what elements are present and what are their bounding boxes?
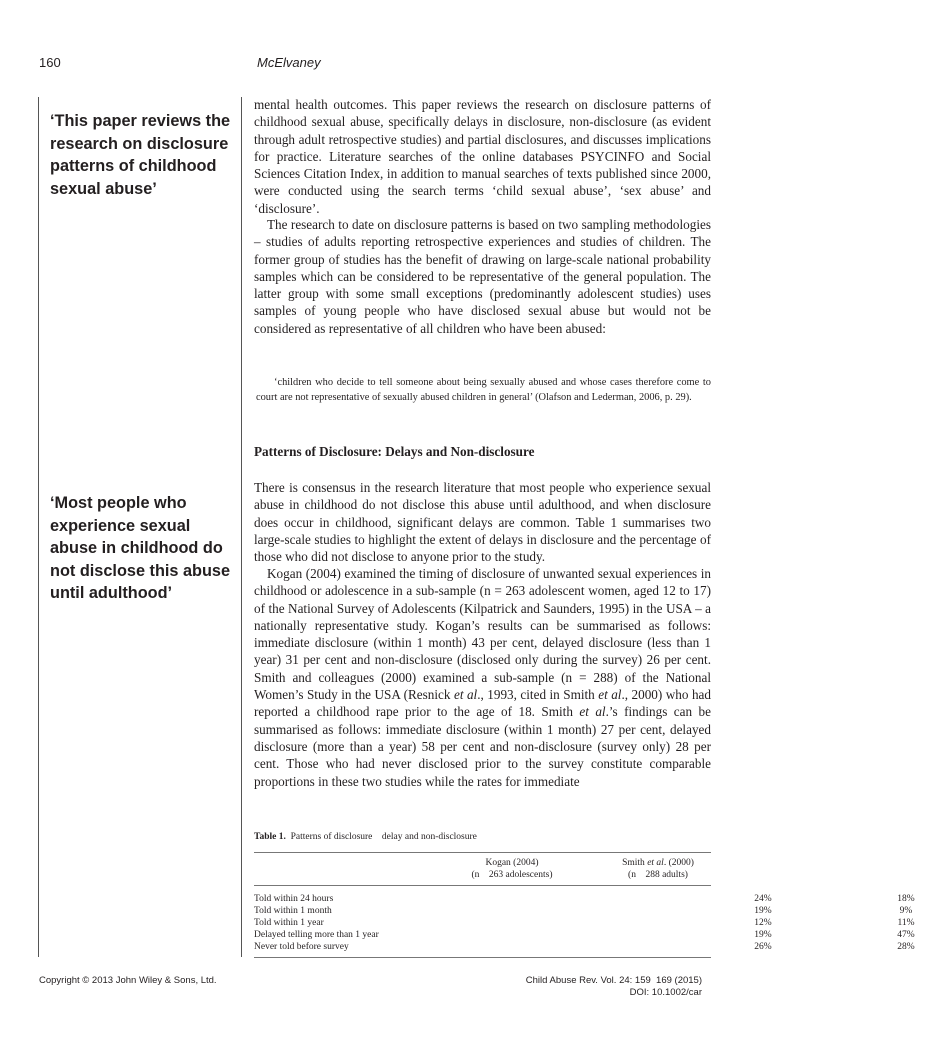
italic-et-al: et al [647,858,664,868]
body-paragraph [254,565,711,790]
footer-copyright: Copyright © 2013 John Wiley & Sons, Ltd. [39,975,217,986]
table-caption-text: Patterns of disclosure delay and non-disclosure [290,832,477,842]
table-bottom-rule [254,957,711,958]
pull-quote: ‘This paper reviews the research on disclosure patterns of childhood sexual abuse’ [50,112,231,198]
section-heading: Patterns of Disclosure: Delays and Non-disclosure [254,444,535,459]
italic-et-al: et al [453,687,478,703]
column-header-kogan [437,857,587,881]
journal-citation: Child Abuse Rev. Vol. 24: 159 169 (2015) [525,975,702,986]
cell-kogan: 12% [754,918,772,928]
paragraph-text: mental health outcomes. This paper reviews the research on disclosure patterns of childhood sexual abuse, specifically delays in disclosure, non-disclosure (as evident through adult retrospective studies) and partial disclosures, and discusses implications for practice. Literature searches of the online databases PSYCINFO and Social Sciences Citation Index, in addition to manual searches of texts published since 2000, were conducted using the search terms ‘child sexual abuse’, ‘sex abuse’ and ‘disclosure’. [254,97,711,216]
row-label: Delayed telling more than 1 year [254,930,379,940]
running-head: McElvaney [257,55,321,70]
table-row [254,929,915,941]
table-row [254,941,915,953]
cell-smith: 18% [897,894,915,904]
pull-quote: ‘Most people who experience sexual abuse in childhood do not disclose this abuse until adulthood’ [50,494,231,603]
paragraph-text [254,565,711,790]
text-run: ., 2000) who had reported a childhood rape prior to the age of 18. Smith [254,687,711,720]
body-paragraph [254,216,711,337]
text-run: ., 1993, cited in Smith [477,687,599,703]
table-row [254,893,915,905]
sidebar-right-rule [241,97,242,957]
text-run: . (2000) [663,858,694,868]
footer-citation [526,975,702,999]
cell-kogan: 19% [754,906,772,916]
column-header-sample: (n 288 adults) [628,870,688,880]
table-label: Table 1. [254,832,286,842]
table-caption [254,832,477,842]
text-run: .’s findings can be summarised as follows: immediate disclosure (within 1 month) 27 per cent, delayed disclosure (more than a year) 58 per cent and non-disclosure (survey only) 28 per cent. Those who had never disclosed prior to the survey constitute comparable proportions in these two studies while the rates for immediate [254,704,711,789]
cell-smith: 11% [897,918,915,928]
block-quote: ‘children who decide to tell someone about being sexually abused and whose cases therefore come to court are not representative of sexually abused children in general’ (Olafson and Lederman, 2006, p. 29). [256,377,711,403]
body-paragraph [254,96,711,217]
cell-kogan: 24% [754,894,772,904]
table-header-rule [254,885,711,886]
column-header-title: Kogan (2004) [485,858,539,868]
column-header-title [583,857,733,869]
column-header-smith [583,857,733,881]
italic-et-al: et al [579,704,606,720]
page-number: 160 [39,55,61,70]
cell-kogan: 26% [754,942,772,952]
row-label: Never told before survey [254,942,349,952]
table-row [254,905,913,917]
paragraph-text: The research to date on disclosure patterns is based on two sampling methodologies – studies of adults reporting retrospective experiences and studies of children. The former group of studies has the benefit of drawing on large-scale national probability samples which can be considered to be representative of the general population. The latter group with some small exceptions (predominantly adolescent studies) uses samples of young people who have disclosed sexual abuse but would not be considered as representative of all children who have been abused: [254,217,711,336]
cell-smith: 28% [897,942,915,952]
paragraph-text: There is consensus in the research literature that most people who experience sexual abuse in childhood do not disclose this abuse until adulthood, and when disclosure does occur in childhood, significant delays are common. Table 1 summarises two large-scale studies to highlight the extent of delays in disclosure and the percentage of those who did not disclose to anyone prior to the study. [254,480,711,565]
sidebar-left-rule [38,97,39,957]
column-header-sample: (n 263 adolescents) [471,870,553,880]
italic-et-al: et al [598,687,622,703]
row-label: Told within 24 hours [254,894,334,904]
body-paragraph [254,479,711,565]
cell-smith: 9% [899,906,913,916]
row-label: Told within 1 month [254,906,332,916]
text-run: Kogan (2004) examined the timing of disclosure of unwanted sexual experiences in childhood or adolescence in a sub-sample (n = 263 adolescent women, aged 12 to 17) of the National Survey of Adolescents (Kilpatrick and Saunders, 1995) in the USA – a nationally representative study. Kogan’s results can be summarised as follows: immediate disclosure (within 1 month) 43 per cent, delayed disclosure (less than 1 year) 31 per cent and non-disclosure (disclosed only during the survey) 26 per cent. Smith and colleagues (2000) examined a sub-sample (n = 288) of the National Women’s Study in the USA (Resnick [254,566,711,703]
table-row [254,917,915,929]
row-label: Told within 1 year [254,918,324,928]
table-top-rule [254,852,711,853]
cell-kogan: 19% [754,930,772,940]
doi: DOI: 10.1002/car [629,987,702,998]
text-run: Smith [622,858,648,868]
cell-smith: 47% [897,930,915,940]
